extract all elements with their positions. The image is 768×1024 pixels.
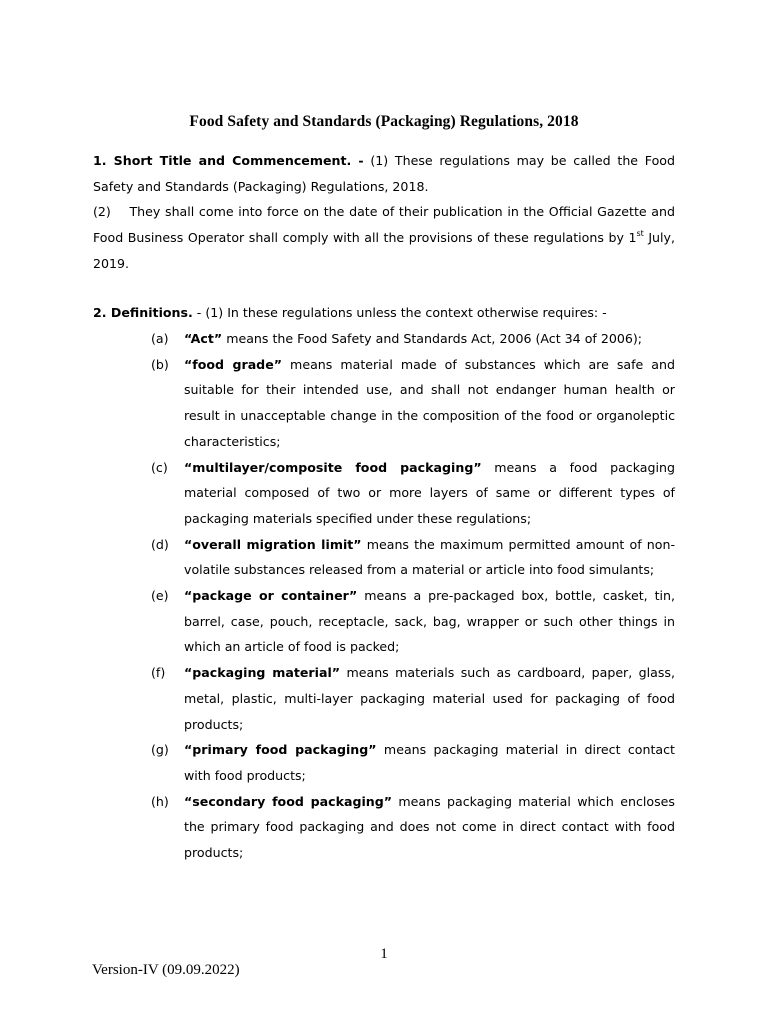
- document-title: Food Safety and Standards (Packaging) Regulations, 2018: [189, 113, 579, 130]
- definition-text: means material made of substances which are safe and suitable for their intended use, and shall not endanger human health or result in unacceptable change in the composition of the food or organoleptic characteristics;: [184, 356, 675, 449]
- definition-term: “multilayer/composite food packaging”: [184, 459, 482, 475]
- definition-text: means the maximum permitted amount of non-volatile substances released from a material or article into food simulants;: [184, 536, 675, 578]
- definition-term: “packaging material”: [184, 665, 341, 681]
- section-1-clause-2-number: (2): [93, 204, 111, 220]
- definition-term: “overall migration limit”: [184, 536, 362, 552]
- definition-label: (c): [151, 459, 168, 475]
- section-2-intro-number: (1): [205, 305, 224, 320]
- definition-item-h: [151, 789, 675, 866]
- definition-label: (d): [151, 536, 169, 552]
- definition-item-c: [151, 455, 675, 532]
- definition-text: means a pre-packaged box, bottle, casket, tin, barrel, case, pouch, receptacle, sack, bag, wrapper or such other things in which an article of food is packed;: [184, 588, 675, 655]
- definition-label: (e): [151, 588, 169, 604]
- definition-item-b: [151, 352, 675, 455]
- version-label: Version-IV (09.09.2022): [92, 962, 240, 978]
- definitions-list: [151, 326, 675, 866]
- definition-text: means packaging material which encloses the primary food packaging and does not come in direct contact with food products;: [184, 793, 675, 861]
- section-2-heading: 2. Definitions.: [93, 305, 193, 320]
- section-1: [93, 148, 675, 277]
- definition-label: (b): [151, 356, 169, 372]
- section-1-clause-2: [93, 199, 675, 276]
- definition-label: (a): [151, 331, 169, 346]
- definition-item-e: [151, 583, 675, 660]
- section-2-heading-line: 2. Definitions. - (1) In these regulations unless the context otherwise requires: -: [93, 305, 607, 320]
- section-1-clause-1-text: These regulations may be called the Food Safety and Standards (Packaging) Regulations, 2018.: [93, 153, 675, 194]
- section-1-clause-2-text: They shall come into force on the date of their publication in the Official Gazette and Food Business Operator shall comply with all the provisions of these regulations by 1: [93, 204, 675, 246]
- definition-item-g: [151, 737, 675, 788]
- definition-term: “Act”: [184, 331, 223, 346]
- definition-term: “secondary food packaging”: [184, 793, 393, 809]
- page-number: 1: [380, 946, 388, 962]
- definition-label: (h): [151, 793, 169, 809]
- definition-text: means the Food Safety and Standards Act, 2006 (Act 34 of 2006);: [226, 331, 643, 346]
- definition-text: means materials such as cardboard, paper, glass, metal, plastic, multi-layer packaging material used for packaging of food products;: [184, 665, 675, 732]
- definition-term: “package or container”: [184, 588, 358, 604]
- section-1-heading: 1. Short Title and Commencement. -: [93, 153, 364, 168]
- section-1-clause-1-number: (1): [370, 153, 389, 168]
- definition-label: (f): [151, 665, 166, 681]
- definition-item-a: [151, 326, 675, 352]
- section-1-clause-2-tail: July, 2019.: [93, 230, 675, 271]
- definition-text: means a food packaging material composed of two or more layers of same or different types of packaging materials specified under these regulations;: [184, 459, 675, 526]
- section-2-intro-text: In these regulations unless the context otherwise requires: -: [227, 305, 607, 320]
- definition-term: “primary food packaging”: [184, 742, 377, 758]
- section-1-clause-1: [93, 148, 675, 199]
- definition-text: means packaging material in direct contact with food products;: [184, 742, 675, 783]
- definition-item-d: [151, 532, 675, 583]
- definition-item-f: [151, 660, 675, 737]
- definition-label: (g): [151, 742, 169, 758]
- definition-term: “food grade”: [184, 356, 283, 372]
- section-1-clause-2-superscript: st: [636, 229, 644, 239]
